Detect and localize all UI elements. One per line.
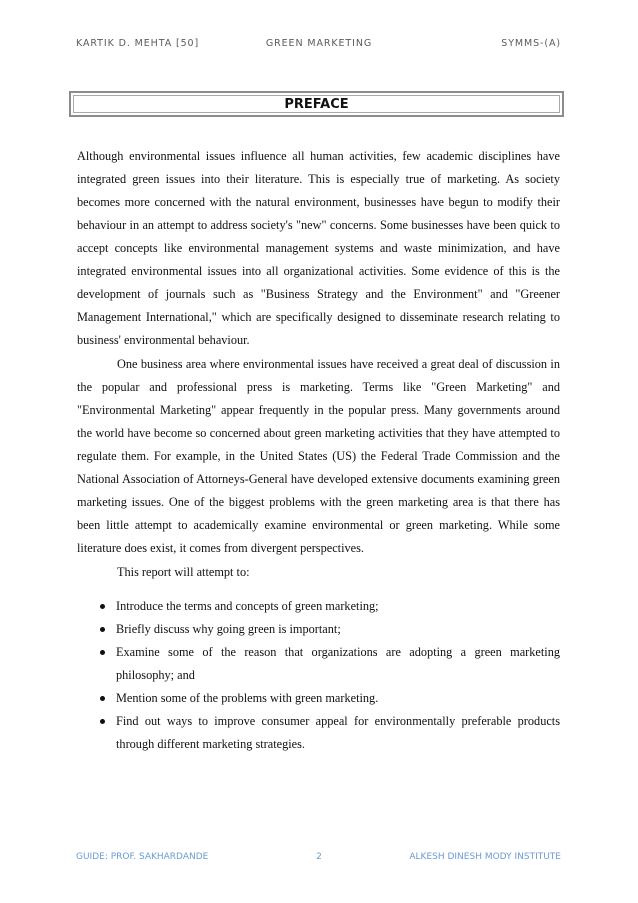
list-item (77, 641, 560, 687)
paragraph-3-container (77, 561, 560, 584)
footer-institute: ALKESH DINESH MODY INSTITUTE (409, 852, 561, 862)
page-title: PREFACE (284, 97, 349, 112)
list-item-text: Find out ways to improve consumer appeal for environmentally preferable products through different marketing strategies. (116, 714, 560, 751)
paragraph-3: This report will attempt to: (117, 565, 250, 579)
bullet-icon (100, 696, 105, 701)
header-author: KARTIK D. MEHTA [50] (76, 38, 200, 49)
list-item (77, 710, 560, 756)
bullet-icon (100, 604, 105, 609)
list-item-text: Introduce the terms and concepts of green marketing; (116, 599, 379, 613)
bullet-icon (100, 719, 105, 724)
list-item-text: Examine some of the reason that organizations are adopting a green marketing philosophy; and (116, 645, 560, 682)
list-item-text: Mention some of the problems with green marketing. (116, 691, 379, 705)
paragraph-2-container (77, 353, 560, 560)
header-topic: GREEN MARKETING (265, 38, 373, 49)
page-number: 2 (316, 852, 322, 862)
paragraph-1: Although environmental issues influence all human activities, few academic disciplines have integrated green issues into their literature. This is especially true of marketing. As society becomes more concerned with the natural environment, businesses have begun to modify their behaviour in an attempt to address society's "new" concerns. Some businesses have been quick to accept concepts like environmental management systems and waste minimization, and have integrated environmental issues into all organizational activities. Some evidence of this is the development of journals such as "Business Strategy and the Environment" and "Greener Management International," which are specifically designed to disseminate research relating to business' environmental behaviour. (77, 149, 560, 347)
bullet-icon (100, 650, 105, 655)
paragraph-1-container (77, 145, 560, 352)
list-item (77, 618, 560, 641)
bullet-icon (100, 627, 105, 632)
paragraph-2: One business area where environmental issues have received a great deal of discussion in the popular and professional press is marketing. Terms like "Green Marketing" and "Environmental Marketing" appear frequently in the popular press. Many governments around the world have become so concerned about green marketing activities that they have attempted to regulate them. For example, in the United States (US) the Federal Trade Commission and the National Association of Attorneys-General have developed extensive documents examining green marketing issues. One of the biggest problems with the green marketing area is that there has been little attempt to academically examine environmental or green marketing. While some literature does exist, it comes from divergent perspectives. (77, 357, 560, 555)
list-item (77, 687, 560, 710)
list-item (77, 595, 560, 618)
title-box (69, 91, 564, 117)
list-item-text: Briefly discuss why going green is important; (116, 622, 341, 636)
footer-guide: GUIDE: PROF. SAKHARDANDE (76, 852, 209, 862)
bullet-list (77, 595, 560, 756)
header-class: SYMMS-(A) (501, 38, 561, 49)
